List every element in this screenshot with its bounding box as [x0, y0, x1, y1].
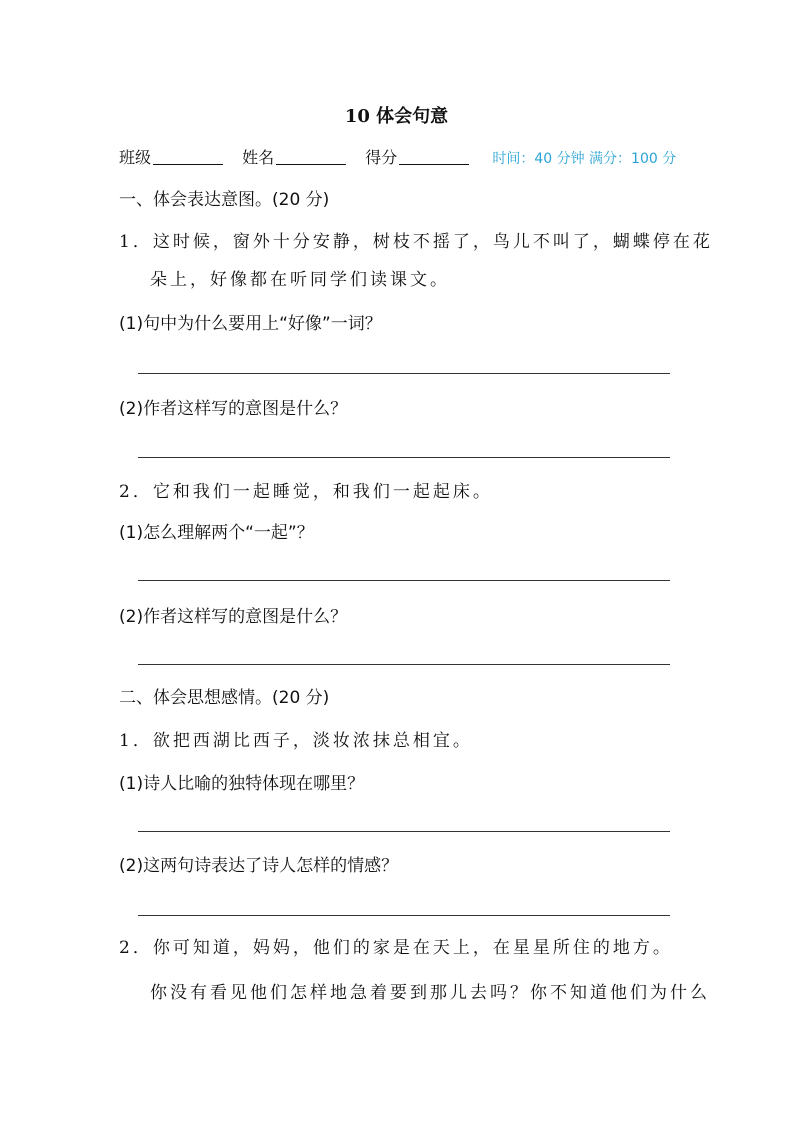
section1-heading: 一、体会表达意图。(20 分): [119, 190, 330, 210]
s2-q1-sub2: (2)这两句诗表达了诗人怎样的情感？: [119, 856, 399, 876]
answer-line[interactable]: [138, 831, 670, 832]
name-blank[interactable]: [276, 148, 346, 165]
s2-q2-line1: 2．你可知道，妈妈，他们的家是在天上，在星星所住的地方。: [119, 938, 673, 958]
section2-heading: 二、体会思想感情。(20 分): [119, 688, 330, 708]
s1-q1-sub1: (1)句中为什么要用上“好像”一词？: [119, 314, 382, 334]
s1-q1-line2: 朵上，好像都在听同学们读课文。: [150, 270, 450, 290]
s1-q2-sub2: (2)作者这样写的意图是什么？: [119, 607, 348, 627]
s1-q2-sub1: (1)怎么理解两个“一起”？: [119, 523, 314, 543]
answer-line[interactable]: [138, 373, 670, 374]
s2-q1-line1: 1．欲把西湖比西子，淡妆浓抹总相宜。: [119, 731, 473, 751]
class-label: 班级: [119, 148, 152, 167]
s1-q1-line1: 1．这时候，窗外十分安静，树枝不摇了，鸟儿不叫了，蝴蝶停在花: [119, 232, 713, 252]
s2-q1-sub1: (1)诗人比喻的独特体现在哪里？: [119, 774, 365, 794]
name-label: 姓名: [242, 148, 275, 167]
s1-q1-sub2: (2)作者这样写的意图是什么？: [119, 399, 348, 419]
answer-line[interactable]: [138, 915, 670, 916]
answer-line[interactable]: [138, 580, 670, 581]
score-label: 得分: [365, 148, 398, 167]
student-info-row: [119, 147, 676, 170]
answer-line[interactable]: [138, 664, 670, 665]
score-blank[interactable]: [399, 148, 469, 165]
s2-q2-line2: 你没有看见他们怎样地急着要到那儿去吗？你不知道他们为什么: [150, 983, 710, 1003]
s1-q2-line1: 2．它和我们一起睡觉，和我们一起起床。: [119, 482, 493, 502]
page-title: 10 体会句意: [344, 106, 449, 127]
class-blank[interactable]: [153, 148, 223, 165]
answer-line[interactable]: [138, 457, 670, 458]
time-score-info: 时间：40 分钟 满分：100 分: [492, 151, 677, 167]
